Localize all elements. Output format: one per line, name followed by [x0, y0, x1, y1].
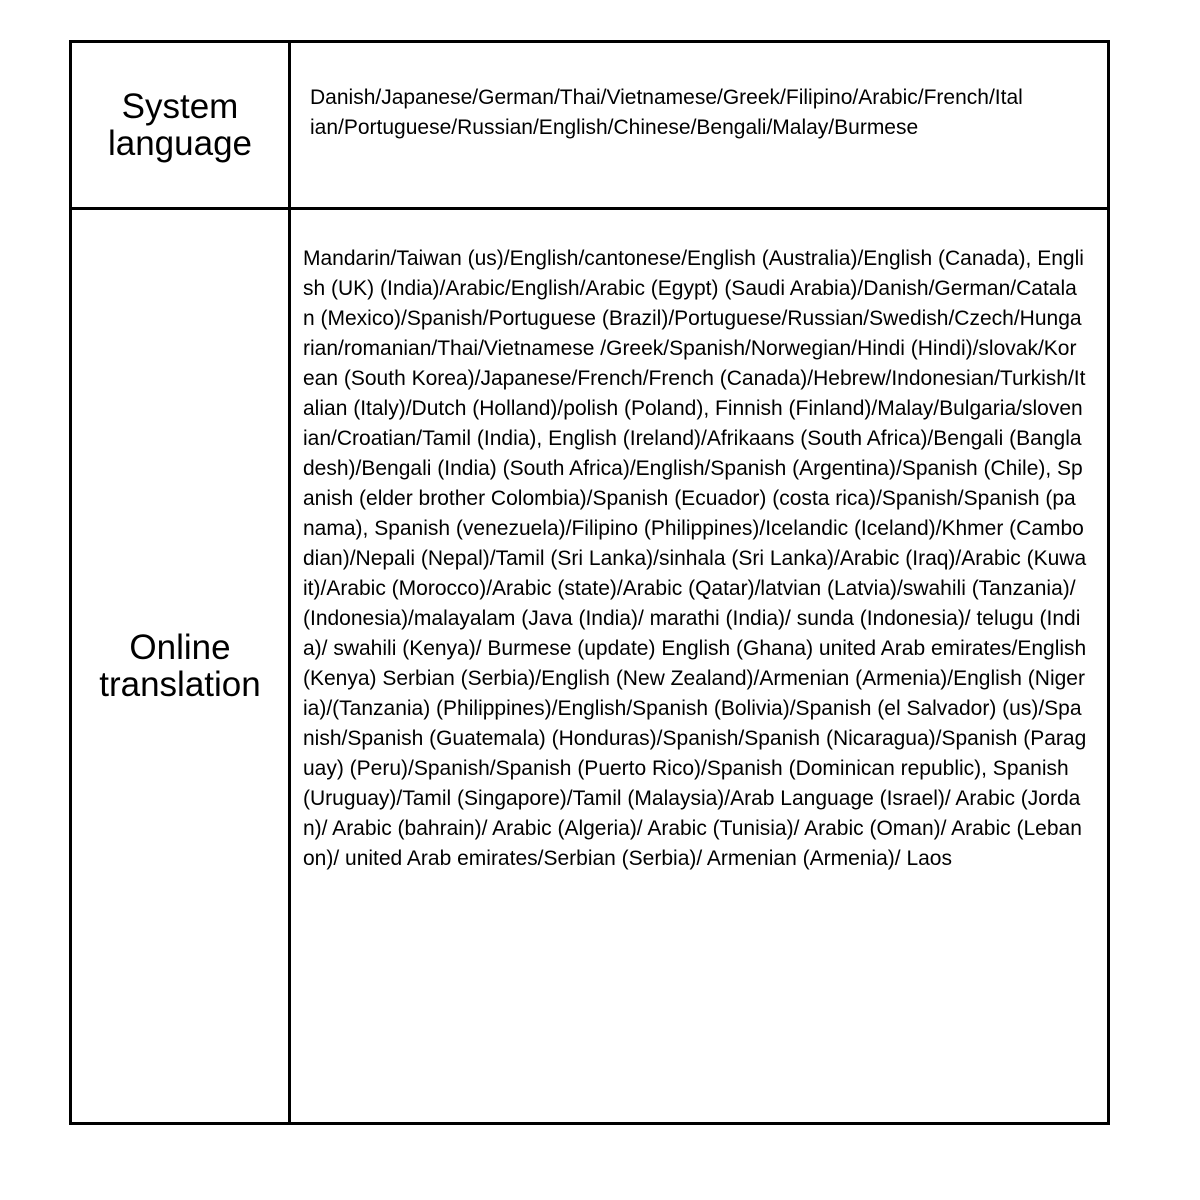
row-label-online-translation: Online translation: [99, 628, 261, 704]
row-label-system-language: System language: [107, 87, 253, 163]
column-divider: [288, 43, 291, 1122]
language-table: [69, 40, 1110, 1125]
row-value-online-translation: Mandarin/Taiwan (us)/English/cantonese/English (Australia)/English (Canada), English (UK) (India)/Arabic/English/Arabic (Egypt) (Saudi Arabia)/Danish/German/Catalan (Mexico)/Spanish/Portuguese (Brazil)/Portuguese/Russian/Swedish/Czech/Hungarian/romanian/Thai/Vietnamese /Greek/Spanish/Norwegian/Hindi (Hindi)/slovak/Korean (South Korea)/Japanese/French/French (Canada)/Hebrew/Indonesian/Turkish/Italian (Italy)/Dutch (Holland)/polish (Poland), Finnish (Finland)/Malay/Bulgaria/slovenian/Croatian/Tamil (India), English (Ireland)/Afrikaans (South Africa)/Bengali (Bangladesh)/Bengali (India) (South Africa)/English/Spanish (Argentina)/Spanish (Chile), Spanish (elder brother Colombia)/Spanish (Ecuador) (costa rica)/Spanish/Spanish (panama), Spanish (venezuela)/Filipino (Philippines)/Icelandic (Iceland)/Khmer (Cambodian)/Nepali (Nepal)/Tamil (Sri Lanka)/sinhala (Sri Lanka)/Arabic (Iraq)/Arabic (Kuwait)/Arabic (Morocco)/Arabic (state)/Arabic (Qatar)/latvian (Latvia)/swahili (Tanzania)/(Indonesia)/malayalam (Java (India)/ marathi (India)/ sunda (Indonesia)/ telugu (India)/ swahili (Kenya)/ Burmese (update) English (Ghana) united Arab emirates/English (Kenya) Serbian (Serbia)/English (New Zealand)/Armenian (Armenia)/English (Nigeria)/(Tanzania) (Philippines)/English/Spanish (Bolivia)/Spanish (el Salvador) (us)/Spanish/Spanish (Guatemala) (Honduras)/Spanish/Spanish (Nicaragua)/Spanish (Paraguay) (Peru)/Spanish/Spanish (Puerto Rico)/Spanish (Dominican republic), Spanish (Uruguay)/Tamil (Singapore)/Tamil (Malaysia)/Arab Language (Israel)/ Arabic (Jordan)/ Arabic (bahrain)/ Arabic (Algeria)/ Arabic (Tunisia)/ Arabic (Oman)/ Arabic (Lebanon)/ united Arab emirates/Serbian (Serbia)/ Armenian (Armenia)/ Laos: [303, 247, 1087, 870]
row-value-system-language: Danish/Japanese/German/Thai/Vietnamese/Greek/Filipino/Arabic/French/Italian/Portuguese/Russian/English/Chinese/Bengali/Malay/Burmese: [310, 86, 1023, 139]
